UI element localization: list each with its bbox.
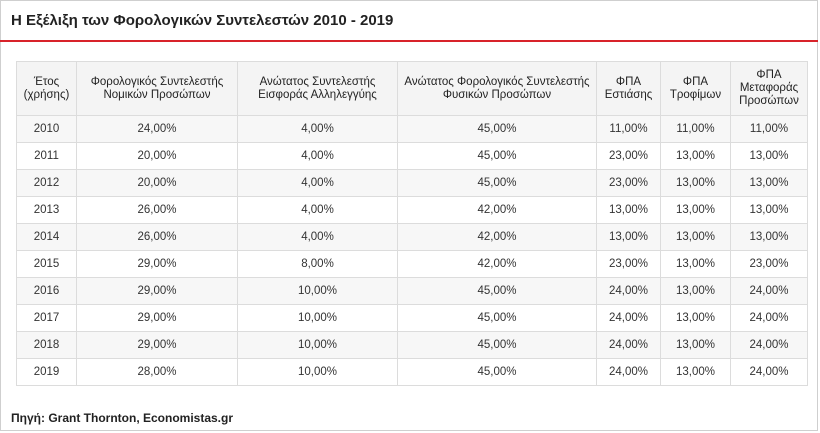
- cell-personal-tax: 42,00%: [398, 197, 597, 224]
- cell-vat-transport: 23,00%: [731, 251, 808, 278]
- page-title: Η Εξέλιξη των Φορολογικών Συντελεστών 2010 - 2019: [11, 12, 394, 29]
- cell-personal-tax: 42,00%: [398, 251, 597, 278]
- cell-year: 2010: [17, 116, 77, 143]
- cell-personal-tax: 45,00%: [398, 116, 597, 143]
- cell-vat-food: 13,00%: [661, 143, 731, 170]
- table-row: [17, 170, 808, 197]
- cell-year: 2017: [17, 305, 77, 332]
- cell-year: 2015: [17, 251, 77, 278]
- table-row: [17, 278, 808, 305]
- cell-year: 2018: [17, 332, 77, 359]
- cell-solidarity-levy: 4,00%: [238, 170, 398, 197]
- cell-vat-dining: 13,00%: [597, 197, 661, 224]
- cell-vat-transport: 13,00%: [731, 170, 808, 197]
- cell-solidarity-levy: 8,00%: [238, 251, 398, 278]
- cell-vat-transport: 24,00%: [731, 359, 808, 386]
- cell-vat-food: 11,00%: [661, 116, 731, 143]
- cell-solidarity-levy: 4,00%: [238, 116, 398, 143]
- cell-corporate-tax: 28,00%: [77, 359, 238, 386]
- cell-personal-tax: 45,00%: [398, 332, 597, 359]
- cell-vat-food: 13,00%: [661, 305, 731, 332]
- cell-vat-food: 13,00%: [661, 251, 731, 278]
- table-header-row: [17, 62, 808, 116]
- table-row: [17, 305, 808, 332]
- cell-year: 2013: [17, 197, 77, 224]
- table-row: [17, 143, 808, 170]
- cell-solidarity-levy: 10,00%: [238, 359, 398, 386]
- cell-corporate-tax: 26,00%: [77, 224, 238, 251]
- title-underline: [0, 40, 818, 42]
- cell-year: 2019: [17, 359, 77, 386]
- cell-corporate-tax: 29,00%: [77, 278, 238, 305]
- cell-solidarity-levy: 10,00%: [238, 278, 398, 305]
- cell-vat-dining: 13,00%: [597, 224, 661, 251]
- cell-vat-food: 13,00%: [661, 224, 731, 251]
- cell-corporate-tax: 20,00%: [77, 170, 238, 197]
- cell-vat-transport: 13,00%: [731, 224, 808, 251]
- cell-personal-tax: 45,00%: [398, 170, 597, 197]
- cell-vat-dining: 24,00%: [597, 305, 661, 332]
- cell-solidarity-levy: 4,00%: [238, 143, 398, 170]
- cell-vat-transport: 11,00%: [731, 116, 808, 143]
- cell-vat-transport: 24,00%: [731, 278, 808, 305]
- cell-personal-tax: 45,00%: [398, 278, 597, 305]
- cell-year: 2014: [17, 224, 77, 251]
- table-row: [17, 197, 808, 224]
- table-row: [17, 251, 808, 278]
- cell-vat-dining: 23,00%: [597, 251, 661, 278]
- cell-year: 2016: [17, 278, 77, 305]
- table-row: [17, 332, 808, 359]
- col-header-vat-food: ΦΠΑ Τροφίμων: [661, 62, 731, 116]
- cell-vat-dining: 24,00%: [597, 359, 661, 386]
- cell-solidarity-levy: 10,00%: [238, 305, 398, 332]
- col-header-vat-dining: ΦΠΑ Εστιάσης: [597, 62, 661, 116]
- cell-vat-dining: 23,00%: [597, 170, 661, 197]
- cell-vat-food: 13,00%: [661, 332, 731, 359]
- cell-corporate-tax: 26,00%: [77, 197, 238, 224]
- cell-personal-tax: 42,00%: [398, 224, 597, 251]
- cell-corporate-tax: 20,00%: [77, 143, 238, 170]
- table-row: [17, 224, 808, 251]
- cell-solidarity-levy: 10,00%: [238, 332, 398, 359]
- cell-corporate-tax: 29,00%: [77, 332, 238, 359]
- col-header-solidarity-levy: Ανώτατος Συντελεστής Εισφοράς Αλληλεγγύης: [238, 62, 398, 116]
- cell-vat-dining: 24,00%: [597, 278, 661, 305]
- cell-personal-tax: 45,00%: [398, 359, 597, 386]
- cell-personal-tax: 45,00%: [398, 143, 597, 170]
- cell-vat-dining: 11,00%: [597, 116, 661, 143]
- cell-corporate-tax: 29,00%: [77, 305, 238, 332]
- cell-solidarity-levy: 4,00%: [238, 224, 398, 251]
- cell-vat-transport: 24,00%: [731, 332, 808, 359]
- col-header-personal-tax: Ανώτατος Φορολογικός Συντελεστής Φυσικών Προσώπων: [398, 62, 597, 116]
- cell-vat-transport: 13,00%: [731, 197, 808, 224]
- cell-vat-food: 13,00%: [661, 278, 731, 305]
- col-header-year: Έτος (χρήσης): [17, 62, 77, 116]
- cell-corporate-tax: 24,00%: [77, 116, 238, 143]
- col-header-corporate-tax: Φορολογικός Συντελεστής Νομικών Προσώπων: [77, 62, 238, 116]
- cell-vat-dining: 24,00%: [597, 332, 661, 359]
- cell-personal-tax: 45,00%: [398, 305, 597, 332]
- cell-vat-food: 13,00%: [661, 359, 731, 386]
- cell-corporate-tax: 29,00%: [77, 251, 238, 278]
- tax-rates-table: [16, 61, 808, 386]
- cell-solidarity-levy: 4,00%: [238, 197, 398, 224]
- table-row: [17, 359, 808, 386]
- cell-vat-dining: 23,00%: [597, 143, 661, 170]
- cell-vat-transport: 24,00%: [731, 305, 808, 332]
- cell-vat-food: 13,00%: [661, 170, 731, 197]
- source-credit: Πηγή: Grant Thornton, Economistas.gr: [11, 411, 234, 425]
- cell-year: 2011: [17, 143, 77, 170]
- cell-vat-food: 13,00%: [661, 197, 731, 224]
- table-row: [17, 116, 808, 143]
- cell-vat-transport: 13,00%: [731, 143, 808, 170]
- col-header-vat-transport: ΦΠΑ Μεταφοράς Προσώπων: [731, 62, 808, 116]
- cell-year: 2012: [17, 170, 77, 197]
